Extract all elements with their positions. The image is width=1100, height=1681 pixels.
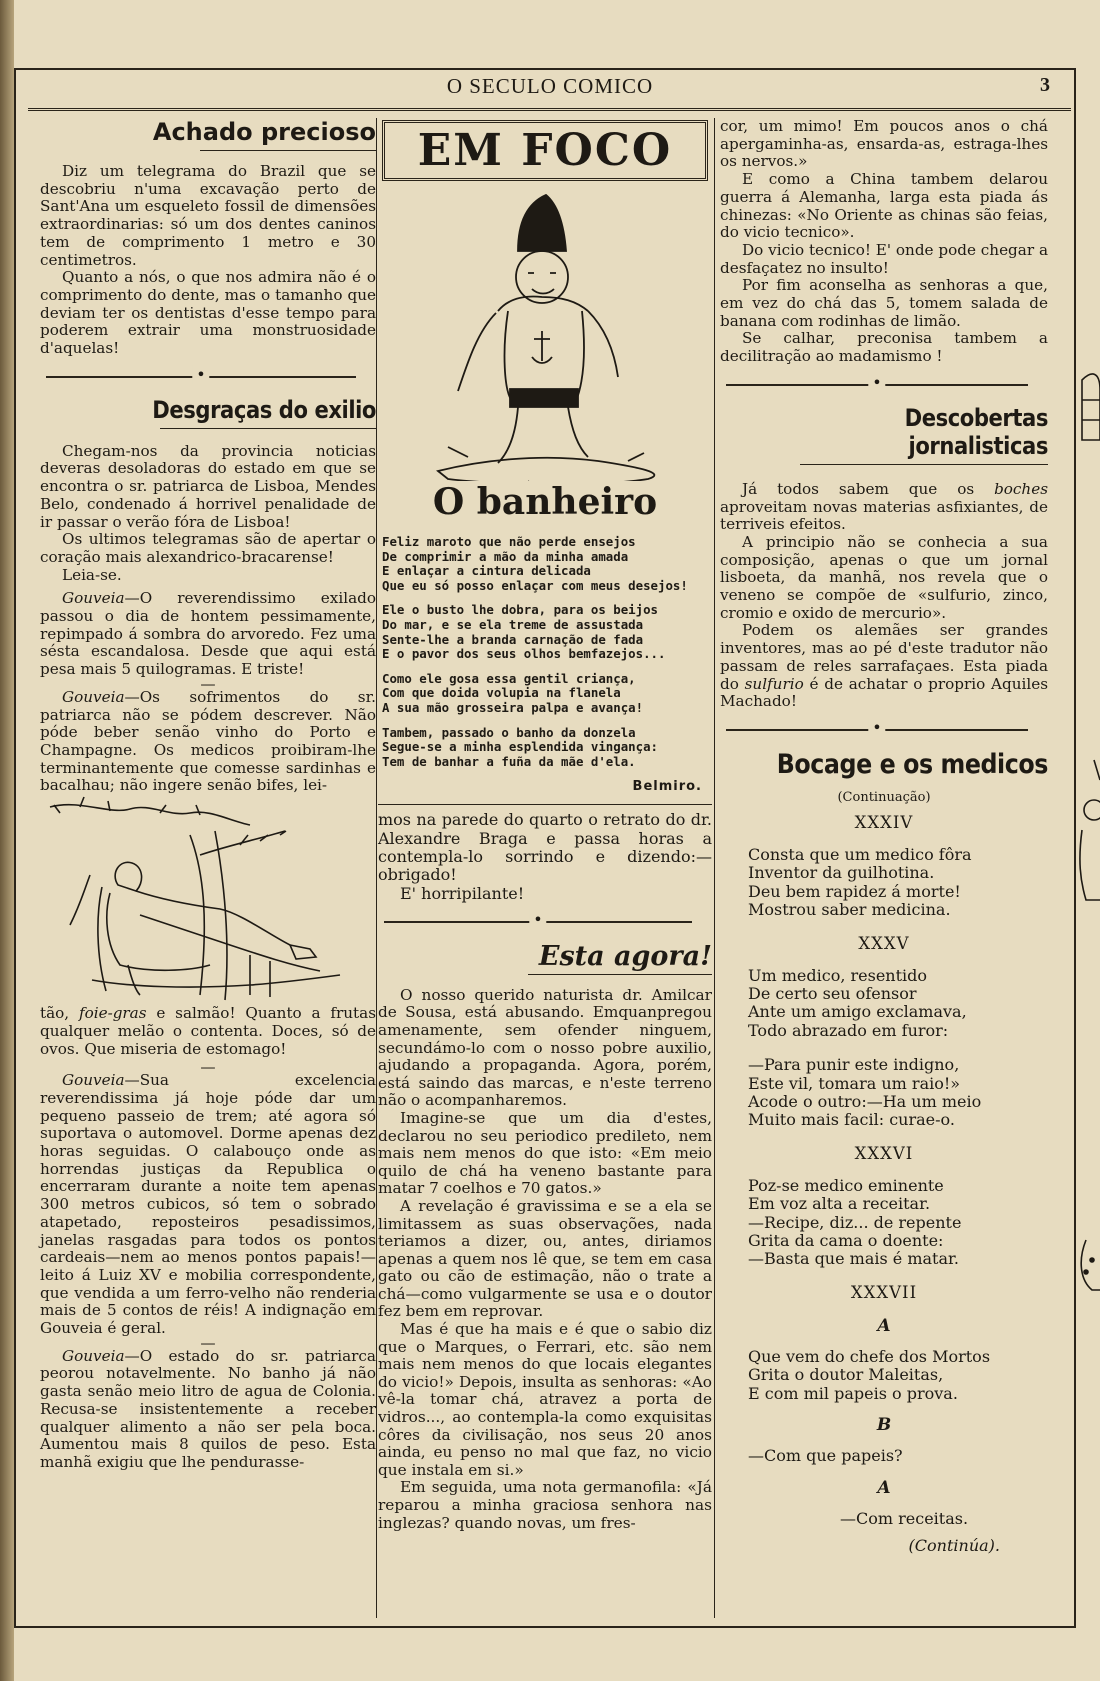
- poem-line: De comprimir a mão da minha amada: [382, 548, 629, 564]
- poem-stanza-2: [382, 603, 708, 661]
- section-separator: [726, 384, 1028, 386]
- esta-agora-heading: Esta agora!: [538, 940, 712, 972]
- desgracas-continued: [40, 1005, 376, 1472]
- verse-number-xxxv: XXXV: [858, 933, 910, 953]
- speaker-letter-b: B: [876, 1415, 892, 1436]
- foie-gras-term: foie-gras: [78, 1004, 147, 1023]
- desgracas-paragraph-6: [40, 1005, 376, 1058]
- paragraph-text: aproveitam novas materias asfixiantes, de terriveis efeitos.: [720, 497, 1048, 534]
- achado-heading: Achado precioso: [152, 118, 376, 146]
- poem-stanza-3: [382, 672, 708, 716]
- verse-line: Um medico, resentido: [748, 965, 928, 985]
- heading-underline: [528, 974, 712, 975]
- poem-line: E o pavor dos seus olhos bemfazejos...: [382, 646, 666, 662]
- reclining-patriarch-illustration: [40, 795, 376, 1005]
- desgracas-paragraph-1: Chegam-nos da provincia noticias deveras desoladoras do estado em que se encontra o sr. patriarca de Lisboa, Mendes Belo, condenado á horrivel penalidade de ir passar o verão fóra de Lisboa!: [40, 441, 376, 531]
- esta-paragraph-1: O nosso querido naturista dr. Amilcar de Sousa, está abusando. Emquanpregou amenamente, sem ofender ninguem, secundámo-lo com o nosso pobre auxilio, ajudando a propaganda. Agora, porém, está saindo das marcas, e n'este terreno não o acompanharemos.: [378, 985, 712, 1110]
- desgracas-paragraph-5: [40, 689, 376, 795]
- page-binding-edge: [0, 0, 14, 1681]
- continued-paragraph-4: Por fim aconselha as senhoras a que, em vez do chá das 5, tomem salada de banana com rodinhas de limão.: [720, 276, 1048, 330]
- verse-line: Inventor da guilhotina.: [748, 863, 935, 883]
- verse-number-xxxvi: XXXVI: [854, 1143, 914, 1163]
- continued-paragraph-3: Do vicio tecnico! E' onde pode chegar a desfaçatez no insulto!: [720, 240, 1048, 277]
- descobertas-paragraph-3: [720, 622, 1048, 711]
- poem: [382, 535, 708, 769]
- bocage-subtitle: (Continuação): [837, 789, 931, 805]
- continued-paragraph-1: mos na parede do quarto o retrato do dr. Alexandre Braga e passa horas a contempla-lo sorrindo e dizendo:—obrigado!: [378, 810, 712, 885]
- poem-line: Com que doida volupia na flanela: [382, 685, 621, 701]
- dash-separator: —: [200, 1058, 216, 1077]
- poem-line: E enlaçar a cintura delicada: [382, 563, 591, 579]
- paragraph-text: —Os sofrimentos do sr. patriarca não se pódem descrever. Não póde beber senão vinho do Porto e Champagne. Os medicos proibiram-lhe terminantemente que comesse sardinhas e bacalhau; não ingere senão bifes, lei-: [40, 687, 376, 795]
- verse-line: Em voz alta a receitar.: [748, 1194, 931, 1214]
- poem-line: Feliz maroto que não perde ensejos: [382, 534, 636, 549]
- continua-signoff: (Continúa).: [908, 1535, 1000, 1555]
- sulfurio-term: sulfurio: [744, 674, 804, 693]
- boches-term: boches: [994, 479, 1048, 498]
- paragraph-text: é de achatar o proprio Aquiles Machado!: [720, 674, 1048, 711]
- verse-line: E com mil papeis o prova.: [748, 1383, 958, 1403]
- stanza-gap: [748, 1040, 1048, 1056]
- dateline: Gouveia: [62, 589, 125, 608]
- desgracas-article: [40, 443, 376, 795]
- verse-line: Grita da cama o doente:: [748, 1231, 944, 1251]
- continued-paragraph-2: E como a China tambem delarou guerra á Alemanha, larga esta piada ás chinezas: «No Oriente as chinas são feias, do vicio tecnico».: [720, 170, 1048, 242]
- dateline: Gouveia: [62, 1071, 125, 1090]
- esta-paragraph-5: Em seguida, uma nota germanofila: «Já reparou a minha graciosa senhora nas inglezas? quando novas, um fres-: [378, 1478, 712, 1532]
- heading-underline: [200, 150, 376, 151]
- verse-line: Este vil, tomara um raio!»: [748, 1073, 961, 1093]
- poem-line: Segue-se a minha esplendida vingança:: [382, 739, 659, 755]
- masthead: O SECULO COMICO: [446, 74, 654, 98]
- verse-xxxvii-a: [748, 1348, 1048, 1403]
- verse-xxxvii-b: —Com que papeis?: [748, 1446, 903, 1466]
- esta-paragraph-3: A revelação é gravissima e se a ela se limitassem as suas observações, nada teriamos a dizer, ou, antes, diriamos apenas a quem nos lê que, se tem em casa gato ou cão de estimação, não o trate a chá—como vulgarmente se usa e o doutor fez bem em reprovar.: [378, 1196, 712, 1321]
- poem-line: Tambem, passado o banho da donzela: [382, 724, 636, 740]
- verse-xxxvii-c: —Com receitas.: [840, 1508, 969, 1528]
- descobertas-paragraph-1: [720, 481, 1048, 534]
- poem-title: O banheiro: [432, 481, 658, 523]
- section-separator: [384, 921, 692, 923]
- page-number: 3: [1040, 74, 1050, 96]
- dash-separator: —: [200, 674, 216, 693]
- verse-line: Grita o doutor Maleitas,: [748, 1365, 944, 1385]
- verse-line: Deu bem rapidez á morte!: [748, 881, 961, 901]
- continued-paragraph-2: E' horripilante!: [400, 883, 525, 903]
- section-separator: [726, 729, 1028, 731]
- verse-line: Muito mais facil: curae-o.: [748, 1110, 955, 1130]
- descobertas-heading: Descobertas jornalisticas: [904, 403, 1048, 460]
- paragraph-text: Já todos sabem que os: [742, 479, 995, 498]
- bather-illustration: [378, 181, 712, 481]
- paragraph-text: tão,: [40, 1004, 79, 1023]
- continued-paragraph-5: Se calhar, preconisa tambem a decilitração ao madamismo !: [720, 329, 1048, 366]
- desgracas-heading: Desgraças do exilio: [152, 395, 376, 424]
- desgracas-paragraph-7: [40, 1072, 376, 1338]
- poem-line: Sente-lhe a branda carnação de fada: [382, 631, 644, 647]
- column-1: [40, 118, 376, 1472]
- header-rule: [28, 108, 1071, 111]
- esta-agora-continued: [720, 118, 1048, 366]
- descobertas-paragraph-2: A principio não se conhecia a sua composição, apenas o que um jornal lisboeta, da manhã, nos revela que o veneno se compõe de «sulfurio, zinco, cromio e oxido de mercurio».: [720, 532, 1048, 622]
- verse-xxxv: [748, 967, 1048, 1130]
- poem-line: Do mar, e se ela treme de assustada: [382, 616, 644, 632]
- verse-line: —Basta que mais é matar.: [748, 1249, 959, 1269]
- speaker-letter-a: A: [877, 1477, 891, 1498]
- bocage-heading: Bocage e os medicos: [776, 748, 1048, 780]
- verse-line: Todo abrazado em furor:: [748, 1020, 949, 1040]
- column-3: [720, 118, 1048, 1555]
- column-2: [378, 118, 712, 1532]
- paragraph-text: —Sua excelencia reverendissima já hoje póde dar um pequeno passeio de trem; até agora só suportava o automovel. Dorme apenas dez horas seguidas. O calabouço onde as horrendas justiças da Republica o encerraram durante a noite tem apenas 300 metros cubicos, só tem o sobrado atapetado, reposteiros pesadissimos, janelas rasgadas para todos os pontos cardeais—nem ao menos pontos papais!—leito á Luiz XV e mobilia correspondente, que vendida a um ferro-velho não renderia mais de 5 contos de réis! A indignação em Gouveia é geral.: [40, 1071, 376, 1338]
- desgracas-paragraph-4: [40, 590, 376, 679]
- verse-line: Poz-se medico eminente: [748, 1175, 944, 1195]
- paragraph-text: Podem os alemães ser grandes inventores, mas ao pé d'este tradutor não passam de reles sarrafaçaes. Esta piada do: [720, 621, 1048, 693]
- poem-line: Ele o busto lhe dobra, para os beijos: [382, 602, 659, 618]
- poem-stanza-1: [382, 535, 708, 593]
- continued-paragraph-1: cor, um mimo! Em poucos anos o chá apergaminha-as, ensarda-as, estraga-lhes os nervos.»: [720, 117, 1048, 171]
- verse-xxxvi: [748, 1177, 1048, 1269]
- poem-line: Tem de banhar a fuña da mãe d'ela.: [382, 753, 636, 769]
- verse-number-xxxiv: XXXIV: [854, 812, 914, 832]
- dash-separator: —: [200, 1333, 216, 1352]
- verse-line: Que vem do chefe dos Mortos: [748, 1346, 991, 1366]
- verse-xxxiv: [748, 846, 1048, 920]
- achado-paragraph-1: Diz um telegrama do Brazil que se descobriu n'uma excavação perto de Sant'Ana um esqueleto fossil de dimensões extraordinarias: só um dos dentes caninos tem de comprimento 1 metro e 30 centimetros.: [40, 162, 376, 269]
- desgracas-paragraph-8: [40, 1348, 376, 1472]
- verse-line: Consta que um medico fôra: [748, 844, 972, 864]
- section-separator: [46, 376, 356, 378]
- poem-line: Como ele gosa essa gentil criança,: [382, 670, 636, 686]
- paragraph-text: —O estado do sr. patriarca peorou notavelmente. No banho já não gasta senão meio litro de agua de Colonia. Recusa-se insistentemente a receber qualquer alimento a não ser pela boca. Aumentou mais 8 quilos de peso. Esta manhã exigiu que lhe pendurasse-: [40, 1346, 376, 1471]
- esta-paragraph-4: Mas é que ha mais e é que o sabio diz que o Marques, o Ferrari, etc. são nem mais nem menos do que locais elegantes do vicio!» Depois, insulta as senhoras: «Ao vê-la tomar chá, atravez a porta de vidros..., ao contempla-la como exquisitas côres da civilisação, nos seus 20 anos ainda, eu penso no mal que faz, no vicio que instala em si.»: [378, 1320, 712, 1479]
- verse-line: Mostrou saber medicina.: [748, 900, 951, 920]
- esta-paragraph-2: Imagine-se que um dia d'estes, declarou no seu periodico predileto, nem mais nem menos do que isto: «Em meio quilo de chá ha veneno bastante para matar 7 coelhos e 70 gatos.»: [378, 1108, 712, 1198]
- patriarca-continued: [378, 811, 712, 902]
- em-foco-heading: EM FOCO: [382, 120, 708, 181]
- verse-line: Acode o outro:—Ha um meio: [748, 1092, 982, 1112]
- heading-underline: [160, 428, 376, 429]
- dateline: Gouveia: [62, 687, 125, 706]
- poem-line: Que eu só posso enlaçar com meus desejos!: [382, 577, 688, 593]
- achado-paragraph-2: Quanto a nós, o que nos admira não é o comprimento do dente, mas o tamanho que deviam ter os dentistas d'esse tempo para poderem extrair uma monstruosidade d'aquelas!: [40, 268, 376, 358]
- verse-line: De certo seu ofensor: [748, 984, 917, 1004]
- dateline: Gouveia: [62, 1346, 125, 1365]
- speaker-letter-a: A: [877, 1315, 891, 1336]
- poem-stanza-4: [382, 726, 708, 770]
- verse-number-xxxvii: XXXVII: [850, 1282, 918, 1302]
- paragraph-text: —O reverendissimo exilado passou o dia de hontem pessimamente, repimpado á sombra do arvoredo. Fez uma sésta escandalosa. Desde que aqui está pesa mais 5 quilogramas. E triste!: [40, 589, 376, 679]
- verse-line: —Recipe, diz... de repente: [748, 1212, 962, 1232]
- column-rule-2: [714, 118, 715, 1618]
- verse-line: Ante um amigo exclamava,: [748, 1002, 967, 1022]
- verse-line: —Para punir este indigno,: [748, 1055, 960, 1075]
- section-divider: [378, 804, 712, 805]
- paragraph-text: e salmão! Quanto a frutas qualquer melão o contenta. Doces, só de ovos. Que miseria de estomago!: [40, 1004, 376, 1058]
- descobertas-article: [720, 481, 1048, 711]
- desgracas-paragraph-3: Leia-se.: [62, 565, 122, 584]
- poem-signature: Belmiro.: [632, 779, 702, 795]
- esta-agora-article: [378, 987, 712, 1532]
- column-rule-1: [376, 118, 377, 1618]
- poem-line: A sua mão grosseira palpa e avança!: [382, 699, 644, 715]
- desgracas-paragraph-2: Os ultimos telegramas são de apertar o coração mais alexandrico-bracarense!: [40, 530, 376, 566]
- facing-page-edge-illustrations: [1072, 360, 1100, 1360]
- heading-underline: [800, 464, 1048, 465]
- achado-article: [40, 163, 376, 358]
